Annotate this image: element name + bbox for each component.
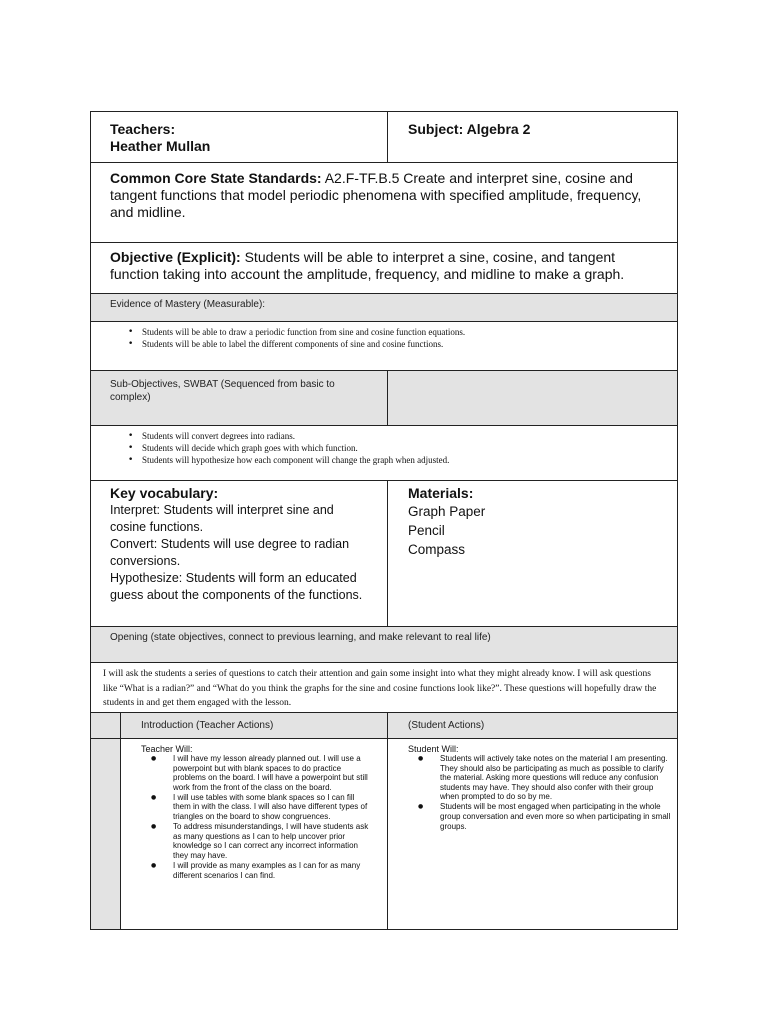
objective-row bbox=[91, 243, 677, 294]
list-item: ● To address misunderstandings, I will have students ask as many questions as I can to help uncover prior knowledge so I can correct any incorrect information they may have. bbox=[173, 822, 371, 860]
list-item: ● Students will be most engaged when participating in the whole group conversation and even more so when participating in small groups. bbox=[440, 802, 671, 831]
header-row bbox=[91, 112, 677, 163]
introduction-header-row bbox=[91, 713, 677, 739]
teachers-cell bbox=[91, 112, 388, 162]
evidence-label: Evidence of Mastery (Measurable): bbox=[110, 299, 266, 310]
vocabulary-line: Interpret: Students will interpret sine and cosine functions. bbox=[110, 503, 334, 534]
student-actions-header: (Student Actions) bbox=[408, 720, 485, 731]
material-item: Pencil bbox=[408, 523, 445, 538]
student-actions-list bbox=[408, 754, 671, 831]
teachers-label: Teachers: bbox=[110, 121, 176, 137]
vocabulary-line: Hypothesize: Students will form an educated guess about the components of the functions. bbox=[110, 571, 363, 602]
teacher-actions-header: Introduction (Teacher Actions) bbox=[141, 720, 274, 731]
introduction-body-row bbox=[91, 739, 677, 929]
student-actions-header-cell bbox=[388, 713, 677, 738]
subject-cell bbox=[388, 112, 677, 162]
teacher-actions-cell bbox=[121, 739, 388, 929]
objective-text bbox=[110, 249, 665, 283]
student-will-label: Student Will: bbox=[408, 744, 459, 754]
list-item: ● I will use tables with some blank spaces so I can fill them in with the class. I will also have different types of triangles on the board to show congruences. bbox=[173, 793, 371, 822]
teacher-will-label: Teacher Will: bbox=[141, 744, 193, 754]
student-actions-cell bbox=[388, 739, 677, 929]
sub-objectives-label-cell bbox=[91, 371, 388, 425]
list-item: • Students will convert degrees into radians. bbox=[142, 430, 677, 442]
opening-text: I will ask the students a series of questions to catch their attention and gain some insight into what they might already know. I will ask questions like “What is a radian?” and “What do you think the graphs for the sine and cosine functions look like?”. These questions will hopefully draw the students in and get them engaged with the lesson. bbox=[103, 669, 657, 708]
vocab-materials-row bbox=[91, 481, 677, 627]
opening-label: Opening (state objectives, connect to previous learning, and make relevant to real life) bbox=[110, 632, 491, 643]
teacher-actions-list bbox=[141, 754, 371, 880]
sub-objectives-header-row bbox=[91, 371, 677, 426]
materials-cell bbox=[388, 481, 677, 626]
list-item: • Students will decide which graph goes with which function. bbox=[142, 442, 677, 454]
list-item: • Students will hypothesize how each component will change the graph when adjusted. bbox=[142, 454, 677, 466]
standards-body: A2.F-TF.B.5 Create and interpret sine, cosine and tangent functions that model periodic phenomena with specified amplitude, frequency, and midline. bbox=[110, 170, 642, 220]
list-item: • Students will be able to draw a periodic function from sine and cosine function equations. bbox=[142, 326, 677, 338]
standards-label: Common Core State Standards: bbox=[110, 170, 322, 186]
evidence-list bbox=[108, 326, 677, 350]
standards-row bbox=[91, 163, 677, 243]
teacher-actions-header-cell bbox=[121, 713, 388, 738]
sub-objectives-list bbox=[108, 430, 677, 466]
left-margin-column bbox=[91, 739, 121, 929]
left-margin-column bbox=[91, 713, 121, 738]
list-item: ● I will have my lesson already planned out. I will use a powerpoint but with blank spaces to do practice problems on the board. I will have a powerpoint but still work from the front of the class on the board. bbox=[173, 754, 371, 792]
materials-label: Materials: bbox=[408, 485, 474, 501]
list-item: ● I will provide as many examples as I can for as many different scenarios I can find. bbox=[173, 861, 371, 880]
objective-label: Objective (Explicit): bbox=[110, 249, 241, 265]
vocabulary-label: Key vocabulary: bbox=[110, 485, 219, 501]
sub-objectives-list-row bbox=[91, 426, 677, 481]
evidence-header-row bbox=[91, 294, 677, 322]
vocabulary-line: Convert: Students will use degree to radian conversions. bbox=[110, 537, 350, 568]
evidence-list-row bbox=[91, 322, 677, 371]
objective-body: Students will be able to interpret a sine, cosine, and tangent function taking into account the amplitude, frequency, and midline to make a graph. bbox=[110, 249, 625, 282]
teacher-name: Heather Mullan bbox=[110, 138, 211, 154]
list-item: • Students will be able to label the different components of sine and cosine functions. bbox=[142, 338, 677, 350]
opening-text-row bbox=[91, 663, 677, 713]
sub-objectives-label: Sub-Objectives, SWBAT (Sequenced from basic to complex) bbox=[110, 379, 335, 403]
standards-text bbox=[110, 170, 665, 221]
material-item: Compass bbox=[408, 542, 466, 557]
lesson-plan-table bbox=[90, 111, 678, 930]
opening-header-row bbox=[91, 627, 677, 663]
list-item: ● Students will actively take notes on the material I am presenting. They should also be participating as much as possible to clarify the material. Asking more questions will reduce any confusion students may have. They should also confer with their group when prompted to do so by me. bbox=[440, 754, 671, 802]
sub-objectives-empty-cell bbox=[388, 371, 677, 425]
vocabulary-cell bbox=[91, 481, 388, 626]
subject-label: Subject: Algebra 2 bbox=[408, 121, 531, 137]
material-item: Graph Paper bbox=[408, 504, 486, 519]
